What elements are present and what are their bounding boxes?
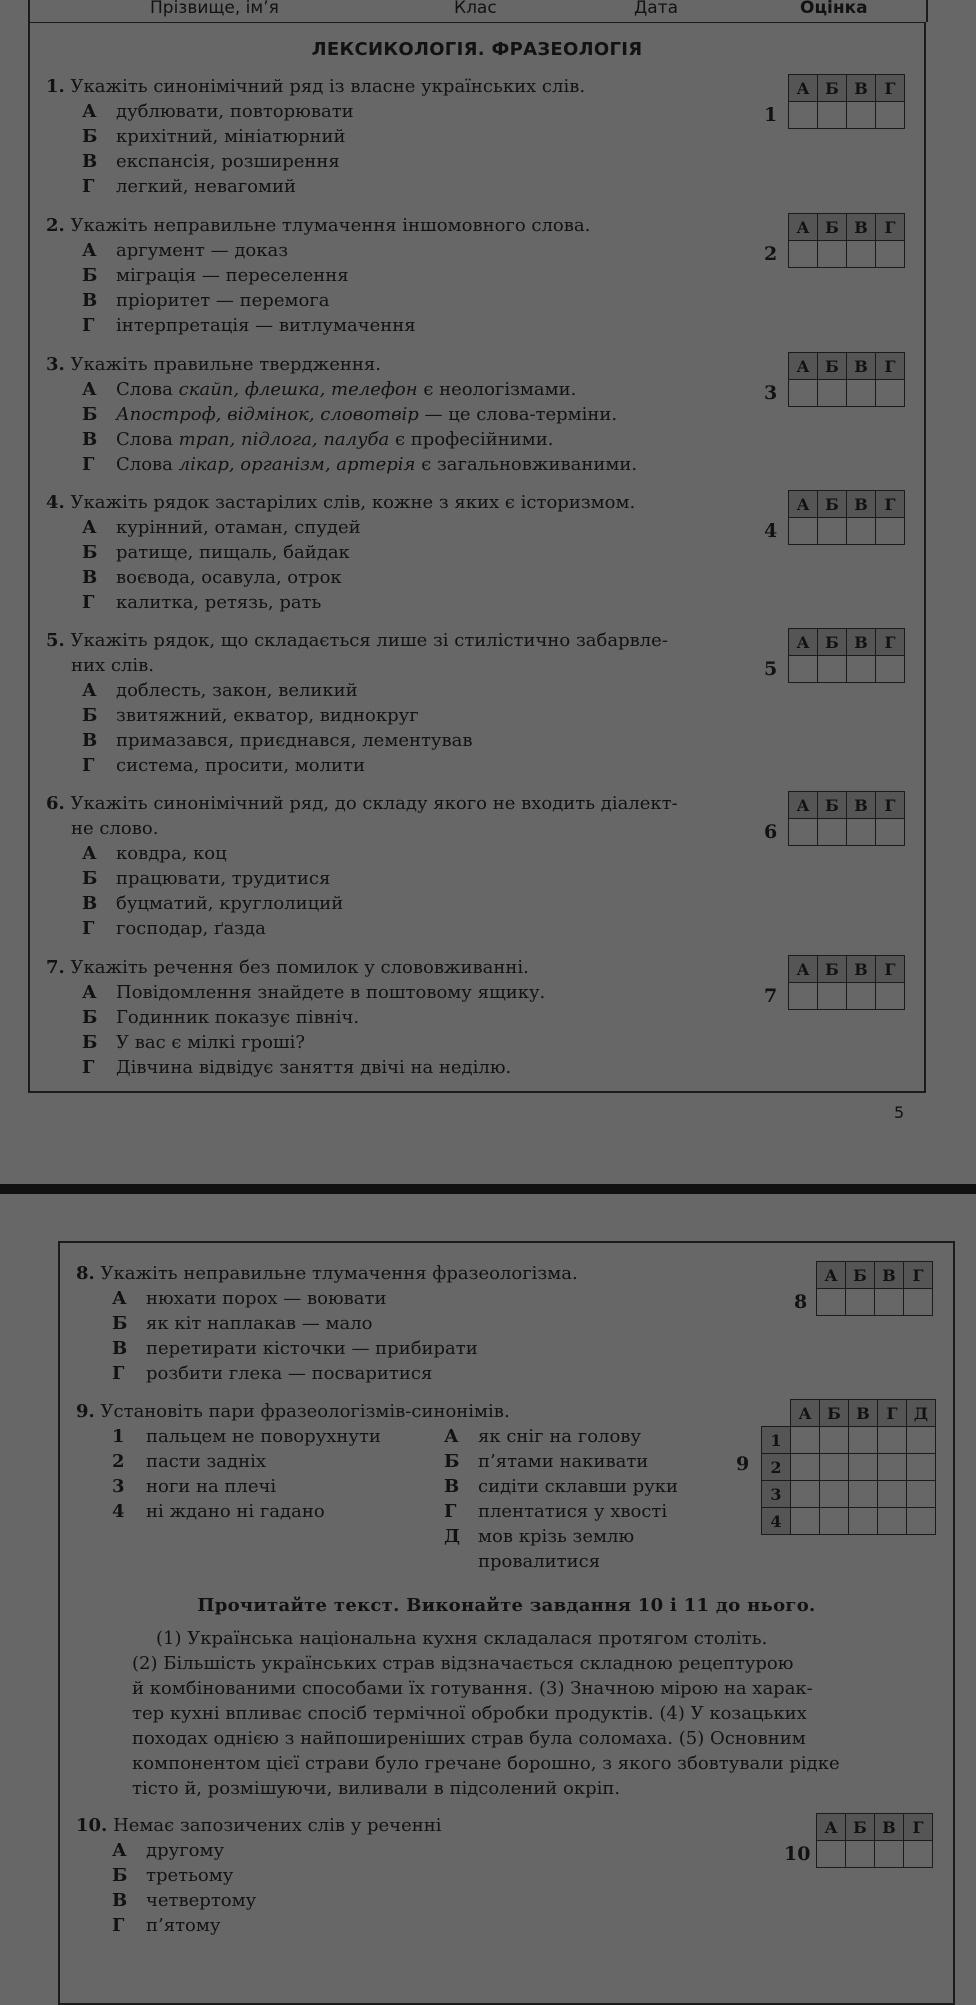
question-4: 4. Укажіть рядок застарілих слів, кожне з яких є історизмом. — [46, 492, 636, 513]
q8-option-b: Б як кіт наплакав — мало — [112, 1313, 373, 1334]
q8-option-a: А нюхати порох — воювати — [112, 1288, 387, 1309]
q1-cell-b[interactable] — [818, 102, 847, 129]
q3-answer-grid: А Б В Г — [788, 352, 905, 407]
q1-answer-grid: А Б В Г — [788, 74, 905, 129]
question-3: 3. Укажіть правильне твердження. — [46, 354, 381, 375]
q6-option-a: А ковдра, коц — [82, 843, 227, 864]
reading-line-5: походах однією з найпоширеніших страв була соломаха. (5) Основним — [132, 1728, 806, 1749]
q8-box-number: 8 — [794, 1291, 808, 1313]
question-5: 5. Укажіть рядок, що складається лише зі стилістично забарвле- — [46, 630, 668, 651]
page-two — [58, 1241, 955, 2005]
q2-answer-grid: А Б В Г — [788, 213, 905, 268]
page-one — [28, 22, 926, 1093]
q5-option-b: Б звитяжний, екватор, виднокруг — [82, 705, 419, 726]
q4-cell-a[interactable] — [789, 518, 818, 545]
q9-cell[interactable] — [907, 1481, 936, 1508]
q9-cell[interactable] — [878, 1508, 907, 1535]
q2-box-number: 2 — [764, 243, 778, 265]
q5-answer-grid: А Б В Г — [788, 628, 905, 683]
question-8: 8. Укажіть неправильне тлумачення фразеологізма. — [76, 1263, 578, 1284]
reading-line-6: компонентом цієї страви було гречане борошно, з якого збовтували рідке — [132, 1753, 840, 1774]
q3-cell-a[interactable] — [789, 380, 818, 407]
question-6-cont: не слово. — [71, 818, 159, 839]
q2-option-b: Б міграція — переселення — [82, 265, 349, 286]
q1-option-a: А дублювати, повторювати — [82, 101, 354, 122]
q1-cell-a[interactable] — [789, 102, 818, 129]
q8-cell-d[interactable] — [904, 1289, 933, 1316]
q9-cell[interactable] — [791, 1508, 820, 1535]
q3-option-d: Г Слова лікар, організм, артерія є загальновживаними. — [82, 454, 638, 475]
q7-option-b: Б Годинник показує північ. — [82, 1007, 360, 1028]
q4-option-c: В воєвода, осавула, отрок — [82, 567, 342, 588]
q2-cell-d[interactable] — [876, 241, 905, 268]
name-label: Прізвище, ім’я — [150, 0, 279, 18]
q4-option-b: Б ратище, пищаль, байдак — [82, 542, 350, 563]
q7-option-d: Г Дівчина відвідує заняття двічі на неділю. — [82, 1057, 512, 1078]
q3-cell-b[interactable] — [818, 380, 847, 407]
q7-option-a: А Повідомлення знайдете в поштовому ящику. — [82, 982, 546, 1003]
q6-cell-d[interactable] — [876, 819, 905, 846]
q9-cell[interactable] — [849, 1427, 878, 1454]
q9-left-4: 4 ні ждано ні гадано — [112, 1501, 325, 1522]
q9-cell[interactable] — [907, 1427, 936, 1454]
question-6: 6. Укажіть синонімічний ряд, до складу якого не входить діалект- — [46, 793, 678, 814]
q1-box-number: 1 — [764, 104, 778, 126]
class-label: Клас — [454, 0, 497, 18]
q8-option-c: В перетирати кісточки — прибирати — [112, 1338, 478, 1359]
q10-option-b: Б третьому — [112, 1865, 234, 1886]
q1-option-c: В експансія, розширення — [82, 151, 340, 172]
q10-cell-d[interactable] — [904, 1841, 933, 1868]
q1-cell-d[interactable] — [876, 102, 905, 129]
q3-cell-c[interactable] — [847, 380, 876, 407]
reading-line-3: й комбінованими способами їх готування. (3) Значною мірою на харак- — [132, 1678, 813, 1699]
q5-box-number: 5 — [764, 658, 778, 680]
q9-left-3: 3 ноги на плечі — [112, 1476, 277, 1497]
reading-line-4: тер кухні впливає спосіб термічної обробки продуктів. (4) У козацьких — [132, 1703, 807, 1724]
q3-cell-d[interactable] — [876, 380, 905, 407]
q7-cell-c[interactable] — [847, 983, 876, 1010]
q9-cell[interactable] — [791, 1454, 820, 1481]
q5-cell-c[interactable] — [847, 656, 876, 683]
q9-cell[interactable] — [849, 1508, 878, 1535]
q3-box-number: 3 — [764, 382, 778, 404]
q8-answer-grid: А Б В Г — [816, 1261, 933, 1316]
q10-box-number: 10 — [784, 1843, 811, 1865]
q2-cell-b[interactable] — [818, 241, 847, 268]
q5-cell-b[interactable] — [818, 656, 847, 683]
q9-cell[interactable] — [849, 1481, 878, 1508]
reading-line-7: тісто й, розмішуючи, виливали в підсолений окріп. — [132, 1778, 621, 1799]
q10-cell-a[interactable] — [817, 1841, 846, 1868]
q9-cell[interactable] — [820, 1508, 849, 1535]
q9-cell[interactable] — [791, 1481, 820, 1508]
q9-right-b: Б п’ятами накивати — [444, 1451, 649, 1472]
q8-cell-c[interactable] — [875, 1289, 904, 1316]
q2-cell-c[interactable] — [847, 241, 876, 268]
q9-cell[interactable] — [907, 1508, 936, 1535]
q9-cell[interactable] — [907, 1454, 936, 1481]
q10-option-a: А другому — [112, 1840, 225, 1861]
q1-option-b: Б крихітний, мініатюрний — [82, 126, 346, 147]
q6-option-d: Г господар, ґазда — [82, 918, 266, 939]
q4-answer-grid: А Б В Г — [788, 490, 905, 545]
q10-cell-b[interactable] — [846, 1841, 875, 1868]
q9-cell[interactable] — [849, 1454, 878, 1481]
q5-cell-a[interactable] — [789, 656, 818, 683]
q9-right-c: В сидіти склавши руки — [444, 1476, 679, 1497]
q1-cell-c[interactable] — [847, 102, 876, 129]
q8-cell-a[interactable] — [817, 1289, 846, 1316]
q8-cell-b[interactable] — [846, 1289, 875, 1316]
question-2: 2. Укажіть неправильне тлумачення іншомовного слова. — [46, 215, 591, 236]
q9-cell[interactable] — [791, 1427, 820, 1454]
q2-option-a: А аргумент — доказ — [82, 240, 289, 261]
q7-cell-b[interactable] — [818, 983, 847, 1010]
reading-line-1: (1) Українська національна кухня складалася протягом століть. — [156, 1628, 768, 1649]
q4-option-a: А курінний, отаман, спудей — [82, 517, 361, 538]
q10-cell-c[interactable] — [875, 1841, 904, 1868]
q4-option-d: Г калитка, ретязь, рать — [82, 592, 322, 613]
question-1: 1. Укажіть синонімічний ряд із власне українських слів. — [46, 76, 586, 97]
q10-option-c: В четвертому — [112, 1890, 257, 1911]
q9-cell[interactable] — [820, 1481, 849, 1508]
q9-left-2: 2 пасти задніх — [112, 1451, 267, 1472]
q9-right-a: А як сніг на голову — [444, 1426, 642, 1447]
q9-cell[interactable] — [878, 1481, 907, 1508]
q4-box-number: 4 — [764, 520, 778, 542]
q9-cell[interactable] — [878, 1427, 907, 1454]
header-strip — [28, 0, 928, 22]
q7-option-c: Б У вас є мілкі гроші? — [82, 1032, 306, 1053]
q4-cell-c[interactable] — [847, 518, 876, 545]
q10-answer-grid: А Б В Г — [816, 1813, 933, 1868]
q9-cell[interactable] — [820, 1427, 849, 1454]
question-9: 9. Установіть пари фразеологізмів-синонімів. — [76, 1401, 510, 1422]
q1-option-d: Г легкий, невагомий — [82, 176, 296, 197]
q5-option-d: Г система, просити, молити — [82, 755, 366, 776]
q9-right-e-cont: провалитися — [478, 1551, 601, 1572]
q6-cell-a[interactable] — [789, 819, 818, 846]
q6-cell-b[interactable] — [818, 819, 847, 846]
date-label: Дата — [634, 0, 679, 18]
reading-line-2: (2) Більшість українських страв відзначається складною рецептурою — [132, 1653, 794, 1674]
reading-instruction: Прочитайте текст. Виконайте завдання 10 і 11 до нього. — [197, 1595, 816, 1616]
q7-box-number: 7 — [764, 985, 778, 1007]
q4-cell-b[interactable] — [818, 518, 847, 545]
q5-cell-d[interactable] — [876, 656, 905, 683]
q9-right-e: Д мов крізь землю — [444, 1526, 635, 1547]
q2-cell-a[interactable] — [789, 241, 818, 268]
q3-option-a: А Слова скайп, флешка, телефон є неологізмами. — [82, 379, 577, 400]
q6-box-number: 6 — [764, 821, 778, 843]
q7-cell-d[interactable] — [876, 983, 905, 1010]
section-title: ЛЕКСИКОЛОГІЯ. ФРАЗЕОЛОГІЯ — [311, 39, 643, 60]
q6-cell-c[interactable] — [847, 819, 876, 846]
q6-answer-grid: А Б В Г — [788, 791, 905, 846]
q7-cell-a[interactable] — [789, 983, 818, 1010]
q3-option-b: Б Апостроф, відмінок, словотвір — це слова-терміни. — [82, 404, 618, 425]
page-divider — [0, 1184, 976, 1194]
q7-answer-grid: А Б В Г — [788, 955, 905, 1010]
q10-option-d: Г п’ятому — [112, 1915, 221, 1936]
q9-right-d: Г плентатися у хвості — [444, 1501, 668, 1522]
q2-option-d: Г інтерпретація — витлумачення — [82, 315, 416, 336]
q6-option-c: В буцматий, круглолиций — [82, 893, 344, 914]
page-number: 5 — [894, 1103, 905, 1122]
question-10: 10. Немає запозичених слів у реченні — [76, 1815, 442, 1836]
q4-cell-d[interactable] — [876, 518, 905, 545]
q9-box-number: 9 — [736, 1453, 750, 1475]
question-5-cont: них слів. — [71, 655, 154, 676]
q2-option-c: В пріоритет — перемога — [82, 290, 330, 311]
q3-option-c: В Слова трап, підлога, палуба є професійними. — [82, 429, 554, 450]
q5-option-a: А доблесть, закон, великий — [82, 680, 358, 701]
q8-option-d: Г розбити глека — посваритися — [112, 1363, 433, 1384]
grade-label: Оцінка — [800, 0, 868, 18]
q9-answer-grid: А Б В Г Д 1 2 3 4 — [761, 1399, 936, 1535]
q9-left-1: 1 пальцем не поворухнути — [112, 1426, 381, 1447]
q5-option-c: В примазався, приєднався, лементував — [82, 730, 473, 751]
q9-cell[interactable] — [878, 1454, 907, 1481]
q6-option-b: Б працювати, трудитися — [82, 868, 331, 889]
q9-cell[interactable] — [820, 1454, 849, 1481]
question-7: 7. Укажіть речення без помилок у слововживанні. — [46, 957, 529, 978]
